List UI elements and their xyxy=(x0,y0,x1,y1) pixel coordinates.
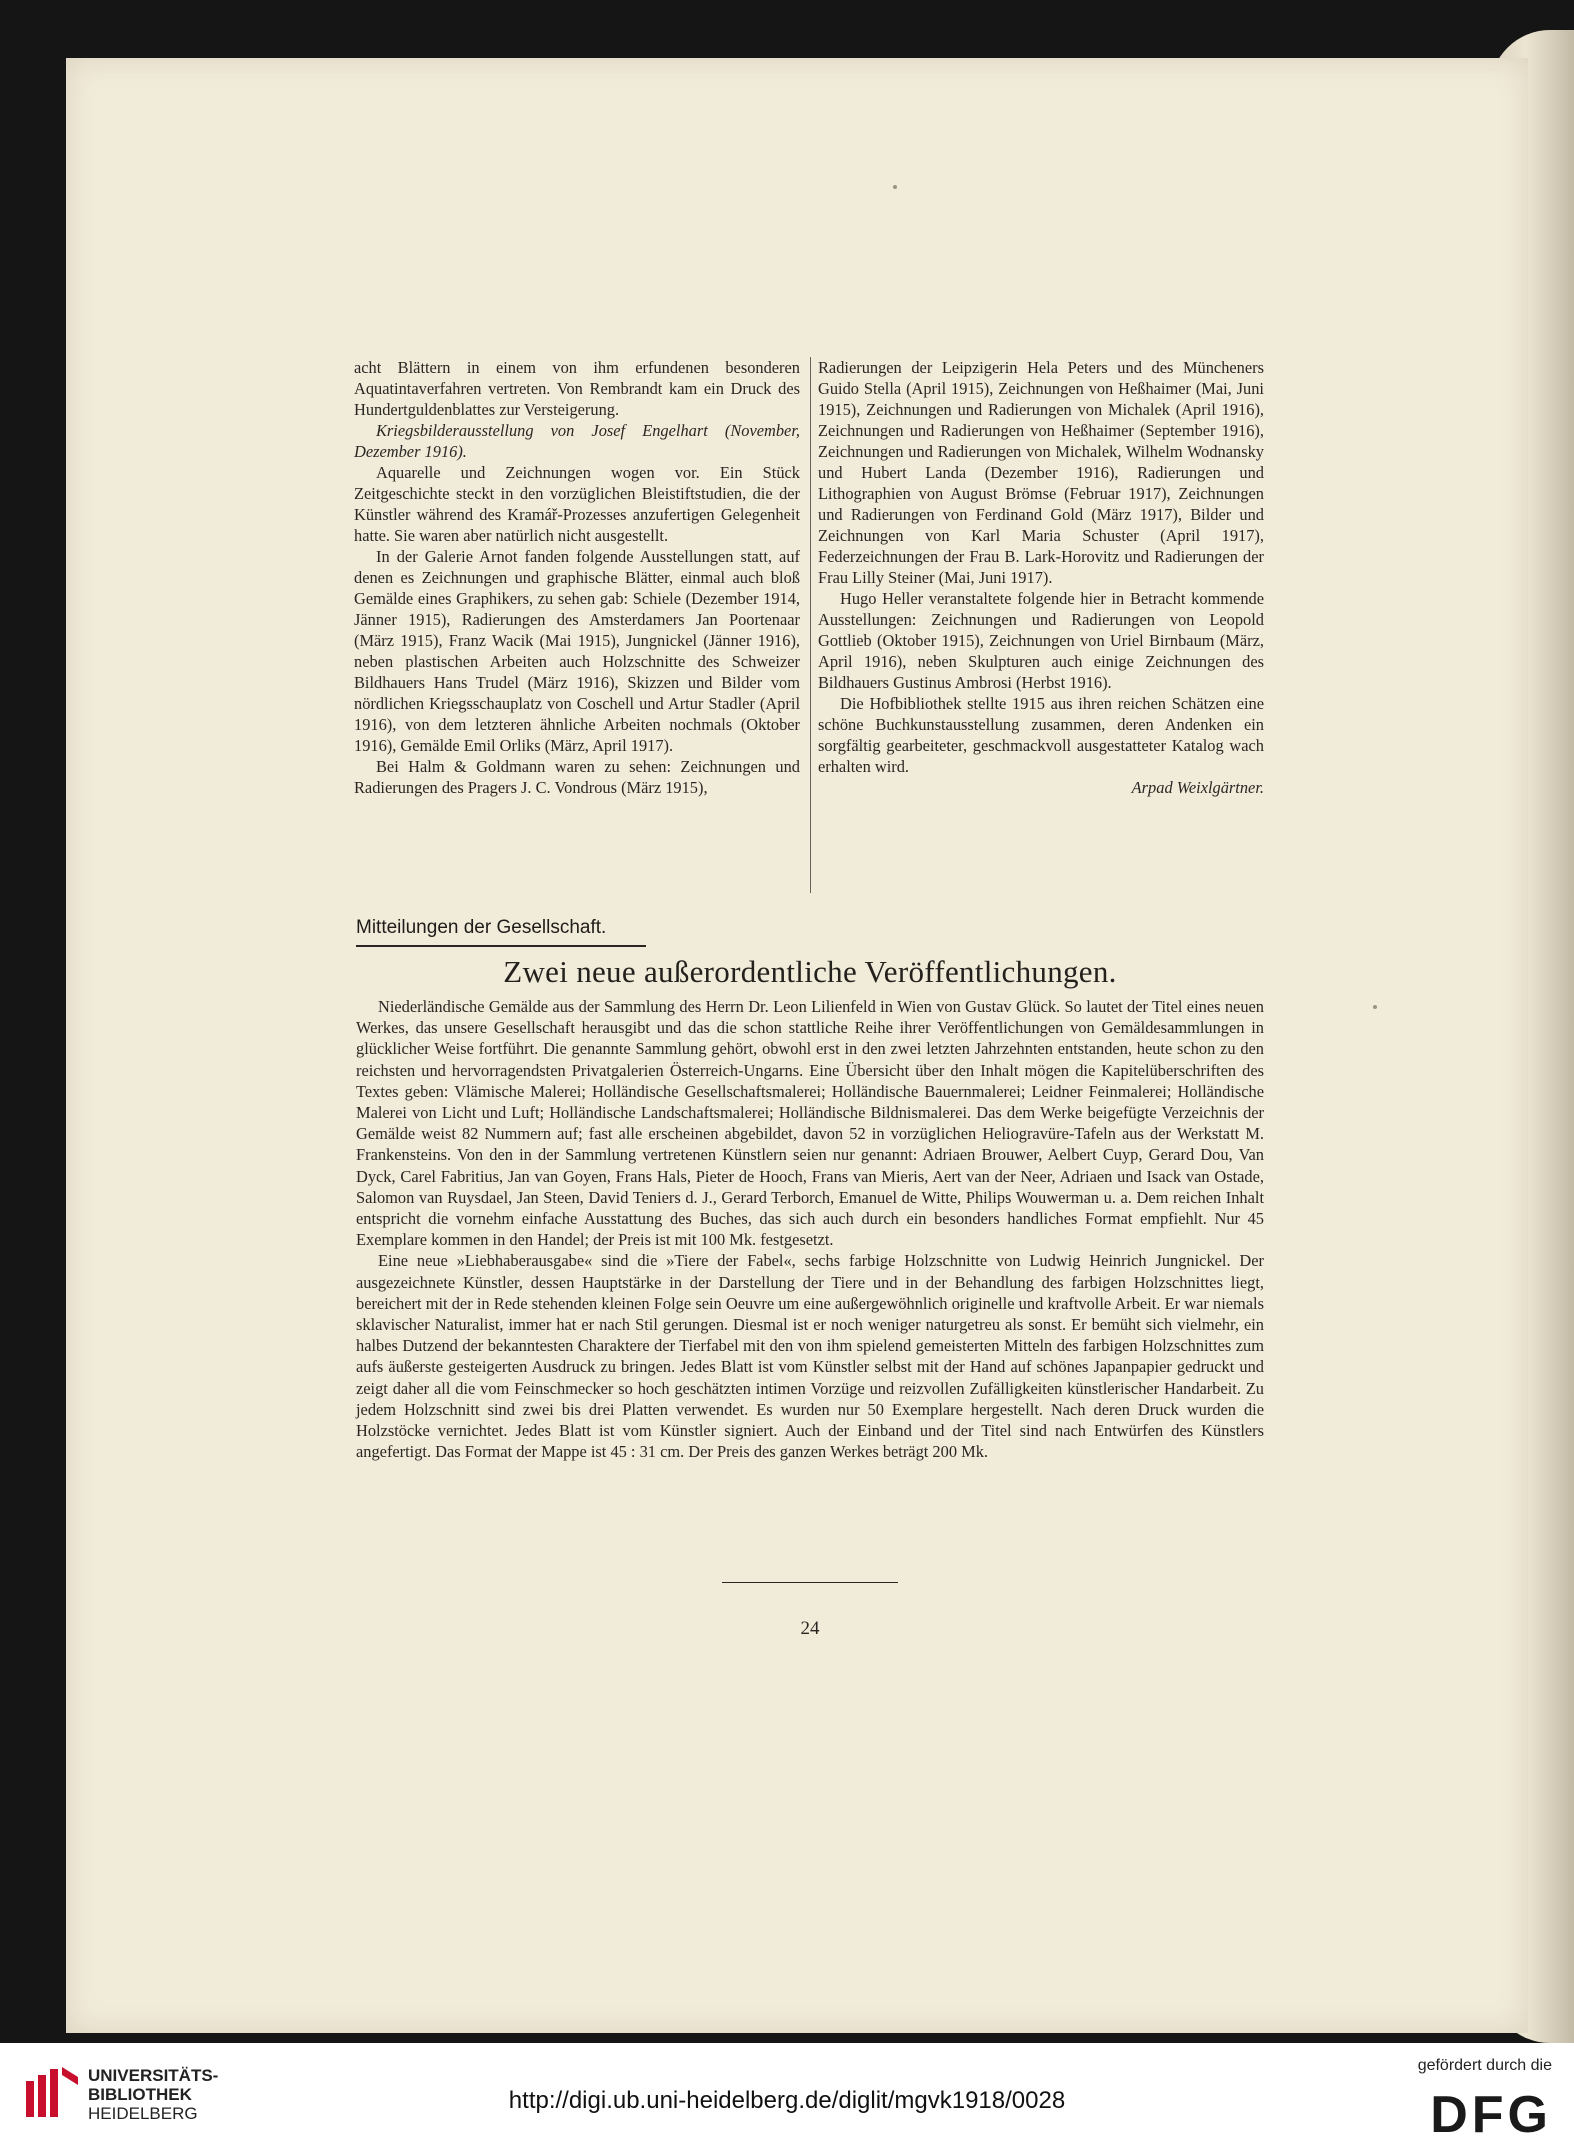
end-rule xyxy=(722,1582,898,1583)
library-name-line: HEIDELBERG xyxy=(88,2104,198,2123)
paper-speck xyxy=(1373,1005,1377,1009)
article-paragraph: Eine neue »Liebhaberausgabe« sind die »Tiere der Fabel«, sechs farbige Holzschnitte von Ludwig Heinrich Jungnickel. Der ausgezeichnete Künstler, dessen Hauptstärke in der Darstellung der Tiere und in der Behandlung des farbigen Holzschnittes liegt, bereichert mit der in Rede stehenden kleinen Folge sein Oeuvre um eine außergewöhnlich originelle und kraftvolle Arbeit. Er war niemals sklavischer Naturalist, immer hat er nach Stil gerungen. Diesmal ist er noch weniger naturgetreu als sonst. Er bemüht sich vielmehr, ein halbes Dutzend der bekanntesten Charaktere der Tierfabel mit den von ihm spielend gemeisterten Mitteln des farbigen Holzschnittes zum aufs äußerste gesteigerten Ausdruck zu bringen. Jedes Blatt ist vom Künstler selbst mit der Hand auf schönes Japanpapier gedruckt und zeigt daher all die vom Feinschmecker so hoch geschätzten intimen Vorzüge und reizvollen Zufälligkeiten künstlerischer Handarbeit. Zu jedem Holzschnitt sind zwei bis drei Platten verwendet. Es wurden nur 50 Exemplare hergestellt. Nach deren Druck wurden die Holzstöcke vernichtet. Jedes Blatt ist vom Künstler signiert. Auch der Einband und der Titel sind nach Entwürfen des Künstlers angefertigt. Das Format der Mappe ist 45 : 31 cm. Der Preis des ganzen Werkes beträgt 200 Mk. xyxy=(356,1251,1264,1462)
page-number: 24 xyxy=(800,1618,820,1639)
dfg-logo: DFG xyxy=(1430,2086,1552,2144)
left-paragraph: acht Blättern in einem von ihm erfundenen besonderen Aquatintaverfahren vertreten. Von Rembrandt kam ein Druck des Hundertguldenblattes zur Versteigerung. xyxy=(354,358,800,419)
library-name-line: BIBLIOTHEK xyxy=(88,2085,192,2104)
left-paragraph: In der Galerie Arnot fanden folgende Ausstellungen statt, auf denen es Zeichnungen und graphische Blätter, einmal auch bloß Gemälde eines Graphikers, zu sehen gab: Schiele (Dezember 1914, Jänner 1915), Radierungen des Amsterdamers Jan Poortenaar (März 1915), Franz Wacik (Mai 1915), Jungnickel (Jänner 1916), neben plastischen Arbeiten auch Holzschnitte des Schweizer Bildhauers Hans Trudel (März 1916), Skizzen und Bilder vom nördlichen Kriegsschauplatz von Coschell und Artur Stadler (April 1916), von dem letzteren ähnliche Arbeiten nochmals (Oktober 1916), Gemälde Emil Orliks (März, April 1917). xyxy=(354,547,800,755)
right-text-column xyxy=(818,357,1264,798)
section-heading-underline xyxy=(356,945,646,947)
permalink-url[interactable]: http://digi.ub.uni-heidelberg.de/diglit/mgvk1918/0028 xyxy=(508,2087,1066,2114)
article-title: Zwei neue außerordentliche Veröffentlichungen. xyxy=(503,954,1117,989)
left-paragraph: Bei Halm & Goldmann waren zu sehen: Zeichnungen und Radierungen des Pragers J. C. Vondrous (März 1915), xyxy=(354,757,800,797)
paper-speck xyxy=(893,185,897,189)
column-divider xyxy=(810,357,811,893)
library-name-line: UNIVERSITÄTS- xyxy=(88,2066,219,2085)
right-paragraph: Hugo Heller veranstaltete folgende hier in Betracht kommende Ausstellungen: Zeichnungen und Radierungen von Leopold Gottlieb (Oktober 1915), Zeichnungen von Uriel Birnbaum (März, April 1916), neben Skulpturen auch einige Zeichnungen des Bildhauers Gustinus Ambrosi (Herbst 1916). xyxy=(818,589,1264,692)
left-paragraph-caption: Kriegsbilderausstellung von Josef Engelhart (November, Dezember 1916). xyxy=(354,421,800,461)
left-paragraph: Aquarelle und Zeichnungen wogen vor. Ein Stück Zeitgeschichte steckt in den vorzüglichen Bleistiftstudien, die der Künstler während des Kramář-Prozesses anzufertigen Gelegenheit hatte. Sie waren aber natürlich nicht ausgestellt. xyxy=(354,463,800,545)
left-text-column xyxy=(354,357,800,798)
article-body xyxy=(356,996,1264,1462)
right-paragraph: Radierungen der Leipzigerin Hela Peters und des Müncheners Guido Stella (April 1915), Zeichnungen von Heßhaimer (Mai, Juni 1915), Zeichnungen und Radierungen von Michalek (April 1916), Zeichnungen und Radierungen von Heßhaimer (September 1916), Zeichnungen und Radierungen von Michalek, Wilhelm Wodnansky und Hubert Landa (Dezember 1916), Radierungen und Lithographien von August Brömse (Februar 1917), Zeichnungen und Radierungen von Ferdinand Gold (März 1917), Bilder und Zeichnungen von Karl Maria Schuster (April 1917), Federzeichnungen der Frau B. Lark-Horovitz und Radierungen der Frau Lilly Steiner (Mai, Juni 1917). xyxy=(818,358,1264,587)
right-paragraph: Die Hofbibliothek stellte 1915 aus ihren reichen Schätzen eine schöne Buchkunstausstellung zusammen, deren Andenken ein sorgfältig gearbeiteter, geschmackvoll ausgestatteter Katalog wach erhalten wird. xyxy=(818,694,1264,776)
section-heading: Mitteilungen der Gesellschaft. xyxy=(356,917,607,938)
author-signature: Arpad Weixlgärtner. xyxy=(1131,778,1264,797)
funding-note: gefördert durch die xyxy=(1417,2057,1552,2074)
article-paragraph: Niederländische Gemälde aus der Sammlung des Herrn Dr. Leon Lilienfeld in Wien von Gustav Glück. So lautet der Titel eines neuen Werkes, das unsere Gesellschaft herausgibt und das die schon stattliche Reihe ihrer Veröffentlichungen von Gemäldesammlungen in glücklicher Weise fortführt. Die genannte Sammlung gehört, obwohl erst in den zwei letzten Jahrzehnten entstanden, heute schon zu den reichsten und hervorragendsten Privatgalerien Österreich-Ungarns. Eine Übersicht über den Inhalt mögen die Kapitelüberschriften des Textes geben: Vlämische Malerei; Holländische Gesellschaftsmalerei; Holländische Bauernmalerei; Leidner Feinmalerei; Holländische Malerei von Licht und Luft; Holländische Landschaftsmalerei; Holländische Bildnismalerei. Das dem Werke beigefügte Verzeichnis der Gemälde weist 82 Nummern auf; fast alle erscheinen abgebildet, davon 52 in vorzüglichen Heliogravüre-Tafeln aus der Werkstatt M. Frankensteins. Von den in der Sammlung vertretenen Künstlern seien nur genannt: Adriaen Brouwer, Aelbert Cuyp, Gerard Dou, Van Dyck, Carel Fabritius, Jan van Goyen, Frans Hals, Pieter de Hooch, Frans van Mieris, Aert van der Neer, Adriaen und Isack van Ostade, Salomon van Ruysdael, Jan Steen, David Teniers d. J., Gerard Terborch, Emanuel de Witte, Philips Wouwerman u. a. Dem reichen Inhalt entspricht die vornehm einfache Ausstattung des Buches, das sich auch durch ein besonders handliches Format empfiehlt. Nur 45 Exemplare kommen in den Handel; der Preis ist mit 100 Mk. festgesetzt. xyxy=(356,997,1264,1250)
viewer-footer xyxy=(0,2043,1574,2155)
